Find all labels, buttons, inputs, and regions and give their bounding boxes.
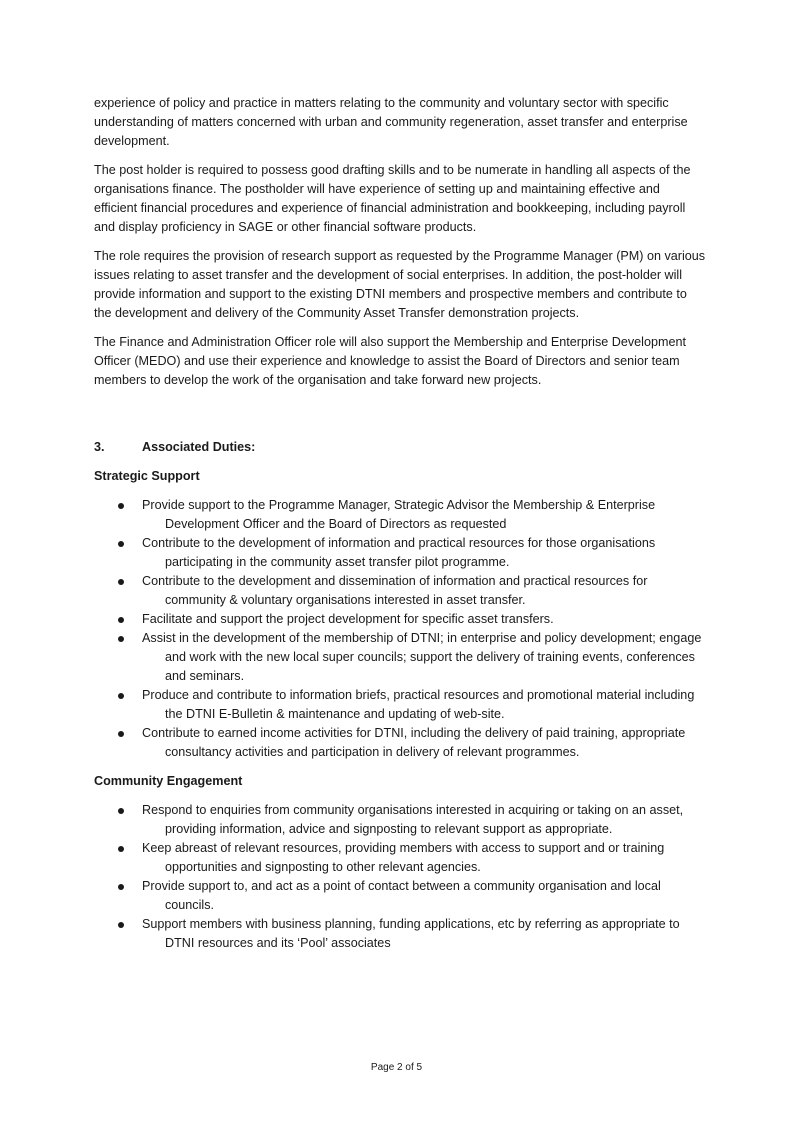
paragraph-medo-support: The Finance and Administration Officer role will also support the Membership and Enterprise Development Officer (MEDO) and use their experience and knowledge to assist the Board of Directors and senior team members to develop the work of the organisation and take forward new projects. bbox=[94, 335, 686, 387]
bullet-icon bbox=[118, 693, 124, 699]
bullet-icon bbox=[118, 731, 124, 737]
document-page bbox=[94, 94, 706, 963]
community-engagement-heading: Community Engagement bbox=[94, 774, 243, 788]
list-item: Keep abreast of relevant resources, providing members with access to support and or training opportunities and signposting to other relevant agencies. bbox=[94, 839, 706, 877]
page-number-footer: Page 2 of 5 bbox=[370, 1062, 423, 1073]
list-item: Assist in the development of the membership of DTNI; in enterprise and policy development; engage and work with the new local super councils; support the delivery of training events, conferences and seminars. bbox=[94, 629, 706, 686]
bullet-icon bbox=[118, 579, 124, 585]
bullet-icon bbox=[118, 846, 124, 852]
list-item: Contribute to earned income activities for DTNI, including the delivery of paid training, appropriate consultancy activities and participation in delivery of relevant programmes. bbox=[94, 724, 706, 762]
paragraph-finance-skills: The post holder is required to possess good drafting skills and to be numerate in handling all aspects of the organisations finance. The postholder will have experience of setting up and maintaining effective and efficient financial procedures and experience of financial administration and bookkeeping, including payroll and display proficiency in SAGE or other financial software products. bbox=[94, 163, 691, 234]
list-item: Facilitate and support the project development for specific asset transfers. bbox=[94, 610, 706, 629]
strategic-support-list bbox=[94, 496, 706, 762]
spacer bbox=[94, 400, 706, 438]
list-item: Provide support to the Programme Manager, Strategic Advisor the Membership & Enterprise Development Officer and the Board of Directors as requested bbox=[94, 496, 706, 534]
list-item: Contribute to the development and dissemination of information and practical resources for community & voluntary organisations interested in asset transfer. bbox=[94, 572, 706, 610]
bullet-icon bbox=[118, 617, 124, 623]
paragraph-intro: experience of policy and practice in matters relating to the community and voluntary sector with specific understanding of matters concerned with urban and community regeneration, asset transfer and enterprise development. bbox=[94, 96, 688, 148]
list-item: Respond to enquiries from community organisations interested in acquiring or taking on an asset, providing information, advice and signposting to relevant support as appropriate. bbox=[94, 801, 706, 839]
list-item: Support members with business planning, funding applications, etc by referring as appropriate to DTNI resources and its ‘Pool’ associates bbox=[94, 915, 706, 953]
list-item: Provide support to, and act as a point of contact between a community organisation and local councils. bbox=[94, 877, 706, 915]
bullet-icon bbox=[118, 808, 124, 814]
bullet-icon bbox=[118, 636, 124, 642]
strategic-support-heading: Strategic Support bbox=[94, 469, 200, 483]
list-item: Contribute to the development of information and practical resources for those organisations participating in the community asset transfer pilot programme. bbox=[94, 534, 706, 572]
community-engagement-list bbox=[94, 801, 706, 953]
bullet-icon bbox=[118, 922, 124, 928]
section-heading bbox=[94, 438, 706, 457]
section-number: 3. bbox=[94, 440, 105, 454]
paragraph-research-role: The role requires the provision of research support as requested by the Programme Manager (PM) on various issues relating to asset transfer and the development of social enterprises. In addition, the post-holder will provide information and support to the existing DTNI members and prospective members and contribute to the development and delivery of the Community Asset Transfer demonstration projects. bbox=[94, 249, 706, 320]
section-title: Associated Duties: bbox=[142, 440, 256, 454]
bullet-icon bbox=[118, 503, 124, 509]
list-item: Produce and contribute to information briefs, practical resources and promotional material including the DTNI E-Bulletin & maintenance and updating of web-site. bbox=[94, 686, 706, 724]
bullet-icon bbox=[118, 884, 124, 890]
bullet-icon bbox=[118, 541, 124, 547]
